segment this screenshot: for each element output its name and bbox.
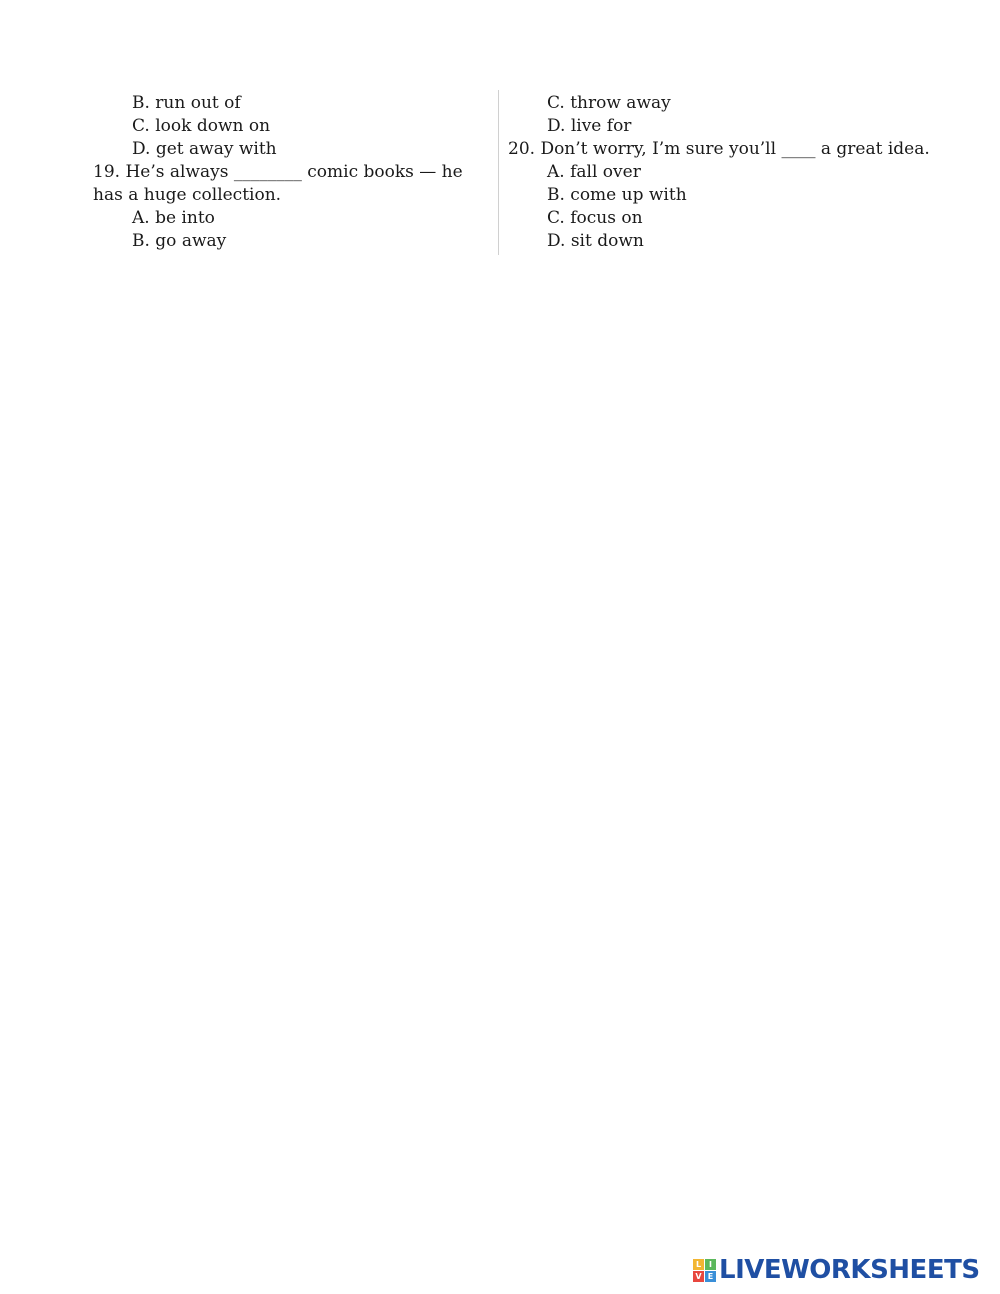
option-20-b: B. come up with (547, 185, 687, 205)
right-column (508, 92, 938, 253)
logo-mark-icon (693, 1259, 716, 1282)
question-20: 20. Don’t worry, I’m sure you’ll ____ a great idea. (508, 139, 930, 159)
option-18-b: B. run out of (132, 93, 241, 113)
option-19-c: C. throw away (547, 93, 671, 113)
liveworksheets-logo (693, 1256, 980, 1284)
option-18-d: D. get away with (132, 139, 277, 159)
option-18-c: C. look down on (132, 116, 271, 136)
logo-mark-e: E (705, 1271, 716, 1282)
logo-mark-v: V (693, 1271, 704, 1282)
logo-text: LIVEWORKSHEETS (719, 1255, 980, 1285)
option-20-d: D. sit down (547, 231, 644, 251)
option-20-c: C. focus on (547, 208, 643, 228)
option-19-a: A. be into (132, 208, 215, 228)
logo-mark-i: I (705, 1259, 716, 1270)
option-19-b: B. go away (132, 231, 227, 251)
option-20-a: A. fall over (547, 162, 641, 182)
column-divider (498, 90, 499, 255)
logo-mark-l: L (693, 1259, 704, 1270)
question-19: 19. He’s always ________ comic books — he has a huge collection. (93, 162, 463, 205)
left-column (93, 92, 493, 253)
option-19-d: D. live for (547, 116, 632, 136)
